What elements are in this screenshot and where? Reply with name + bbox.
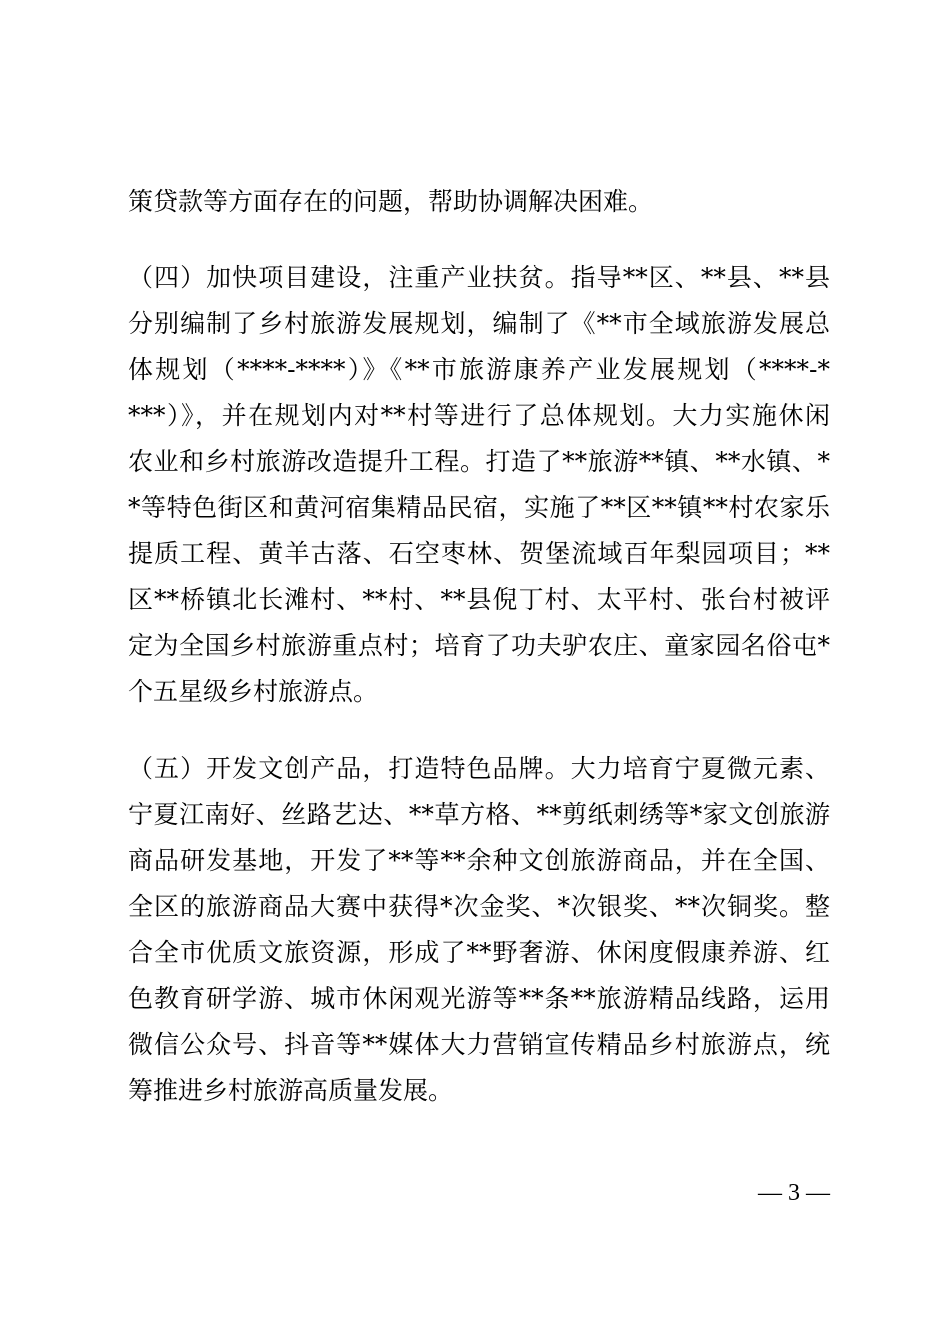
text-line: 筹推进乡村旅游高质量发展。	[128, 1076, 454, 1105]
text-line: 色教育研学游、城市休闲观光游等**条**旅游精品线路，运用	[128, 984, 830, 1013]
text-line: 个五星级乡村旅游点。	[128, 677, 379, 706]
text-line: 全区的旅游商品大赛中获得*次金奖、*次银奖、**次铜奖。整	[128, 892, 830, 921]
text-line: *等特色街区和黄河宿集精品民宿，实施了**区**镇**村农家乐	[128, 493, 830, 522]
text-line: 定为全国乡村旅游重点村；培育了功夫驴农庄、童家园名俗屯*	[128, 631, 830, 660]
text-line: 微信公众号、抖音等**媒体大力营销宣传精品乡村旅游点，统	[128, 1030, 830, 1059]
section-five-heading-line: （五）开发文创产品，打造特色品牌。大力培育宁夏微元素、	[128, 754, 830, 783]
text-line: 体规划（****-****）》《**市旅游康养产业发展规划（****-*	[128, 355, 830, 384]
text-line: 商品研发基地，开发了**等**余种文创旅游商品，并在全国、	[128, 846, 830, 875]
text-line: 策贷款等方面存在的问题，帮助协调解决困难。	[128, 187, 654, 216]
text-line: 分别编制了乡村旅游发展规划，编制了《**市全域旅游发展总	[128, 309, 830, 338]
section-four-heading-line: （四）加快项目建设，注重产业扶贫。指导**区、**县、**县	[128, 263, 830, 292]
text-line: 农业和乡村旅游改造提升工程。打造了**旅游**镇、**水镇、*	[128, 447, 830, 476]
page-number: — 3 —	[758, 1180, 830, 1206]
text-line: 区**桥镇北长滩村、**村、**县倪丁村、太平村、张台村被评	[128, 585, 830, 614]
text-line: 宁夏江南好、丝路艺达、**草方格、**剪纸刺绣等*家文创旅游	[128, 800, 830, 829]
text-line: ***）》，并在规划内对**村等进行了总体规划。大力实施休闲	[128, 401, 830, 430]
text-line: 提质工程、黄羊古落、石空枣林、贺堡流域百年梨园项目；**	[128, 539, 830, 568]
text-line: 合全市优质文旅资源，形成了**野奢游、休闲度假康养游、红	[128, 938, 830, 967]
